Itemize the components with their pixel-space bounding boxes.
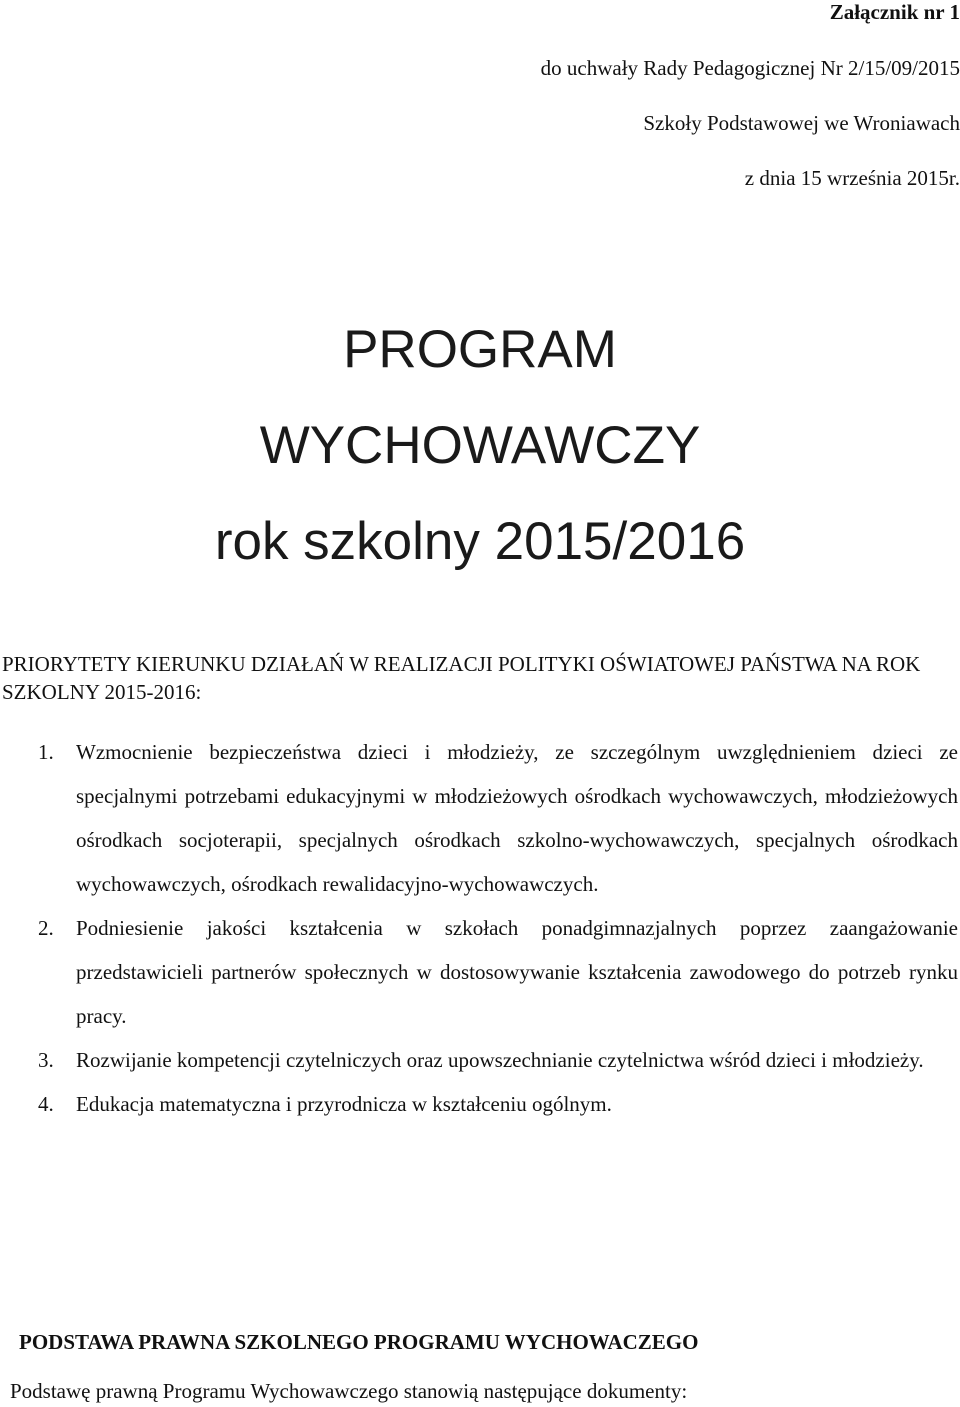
annex-number: Załącznik nr 1: [829, 0, 960, 24]
document-school-year: rok szkolny 2015/2016: [214, 512, 746, 571]
priorities-heading: PRIORYTETY KIERUNKU DZIAŁAŃ W REALIZACJI POLITYKI OŚWIATOWEJ PAŃSTWA NA ROK SZKOLNY 2015-2016:: [2, 652, 921, 704]
list-item-number: 4.: [38, 1092, 54, 1116]
legal-basis-intro: Podstawę prawną Programu Wychowawczego stanowią następujące dokumenty:: [10, 1379, 688, 1403]
list-item-text: Wzmocnienie bezpieczeństwa dzieci i młodzieży, ze szczególnym uwzględnieniem dzieci ze specjalnymi potrzebami edukacyjnymi w młodzieżowych ośrodkach wychowawczych, młodzieżowych ośrodkach socjoterapii, specjalnych ośrodkach szkolno-wychowawczych, specjalnych ośrodkach wychowawczych, ośrodkach rewalidacyjno-wychowawczych.: [76, 740, 958, 896]
annex-date: z dnia 15 września 2015r.: [744, 166, 960, 190]
legal-basis-heading: PODSTAWA PRAWNA SZKOLNEGO PROGRAMU WYCHOWACZEGO: [19, 1330, 699, 1354]
list-item: [0, 1082, 960, 1126]
list-item-number: 1.: [38, 740, 54, 764]
priorities-list: [0, 730, 960, 1126]
list-item-text: Rozwijanie kompetencji czytelniczych oraz upowszechnianie czytelnictwa wśród dzieci i młodzieży.: [76, 1048, 924, 1072]
annex-resolution: do uchwały Rady Pedagogicznej Nr 2/15/09/2015: [540, 56, 960, 80]
list-item: [0, 730, 960, 906]
list-item: [0, 906, 960, 1038]
list-item-number: 3.: [38, 1048, 54, 1072]
document-title-line1: PROGRAM: [343, 320, 617, 379]
list-item: [0, 1038, 960, 1082]
document-title-line2: WYCHOWAWCZY: [259, 416, 701, 475]
list-item-text: Podniesienie jakości kształcenia w szkołach ponadgimnazjalnych poprzez zaangażowanie przedstawicieli partnerów społecznych w dostosowywanie kształcenia zawodowego do potrzeb rynku pracy.: [76, 916, 958, 1028]
list-item-text: Edukacja matematyczna i przyrodnicza w kształceniu ogólnym.: [76, 1092, 612, 1116]
annex-school: Szkoły Podstawowej we Wroniawach: [643, 111, 960, 135]
list-item-number: 2.: [38, 916, 54, 940]
